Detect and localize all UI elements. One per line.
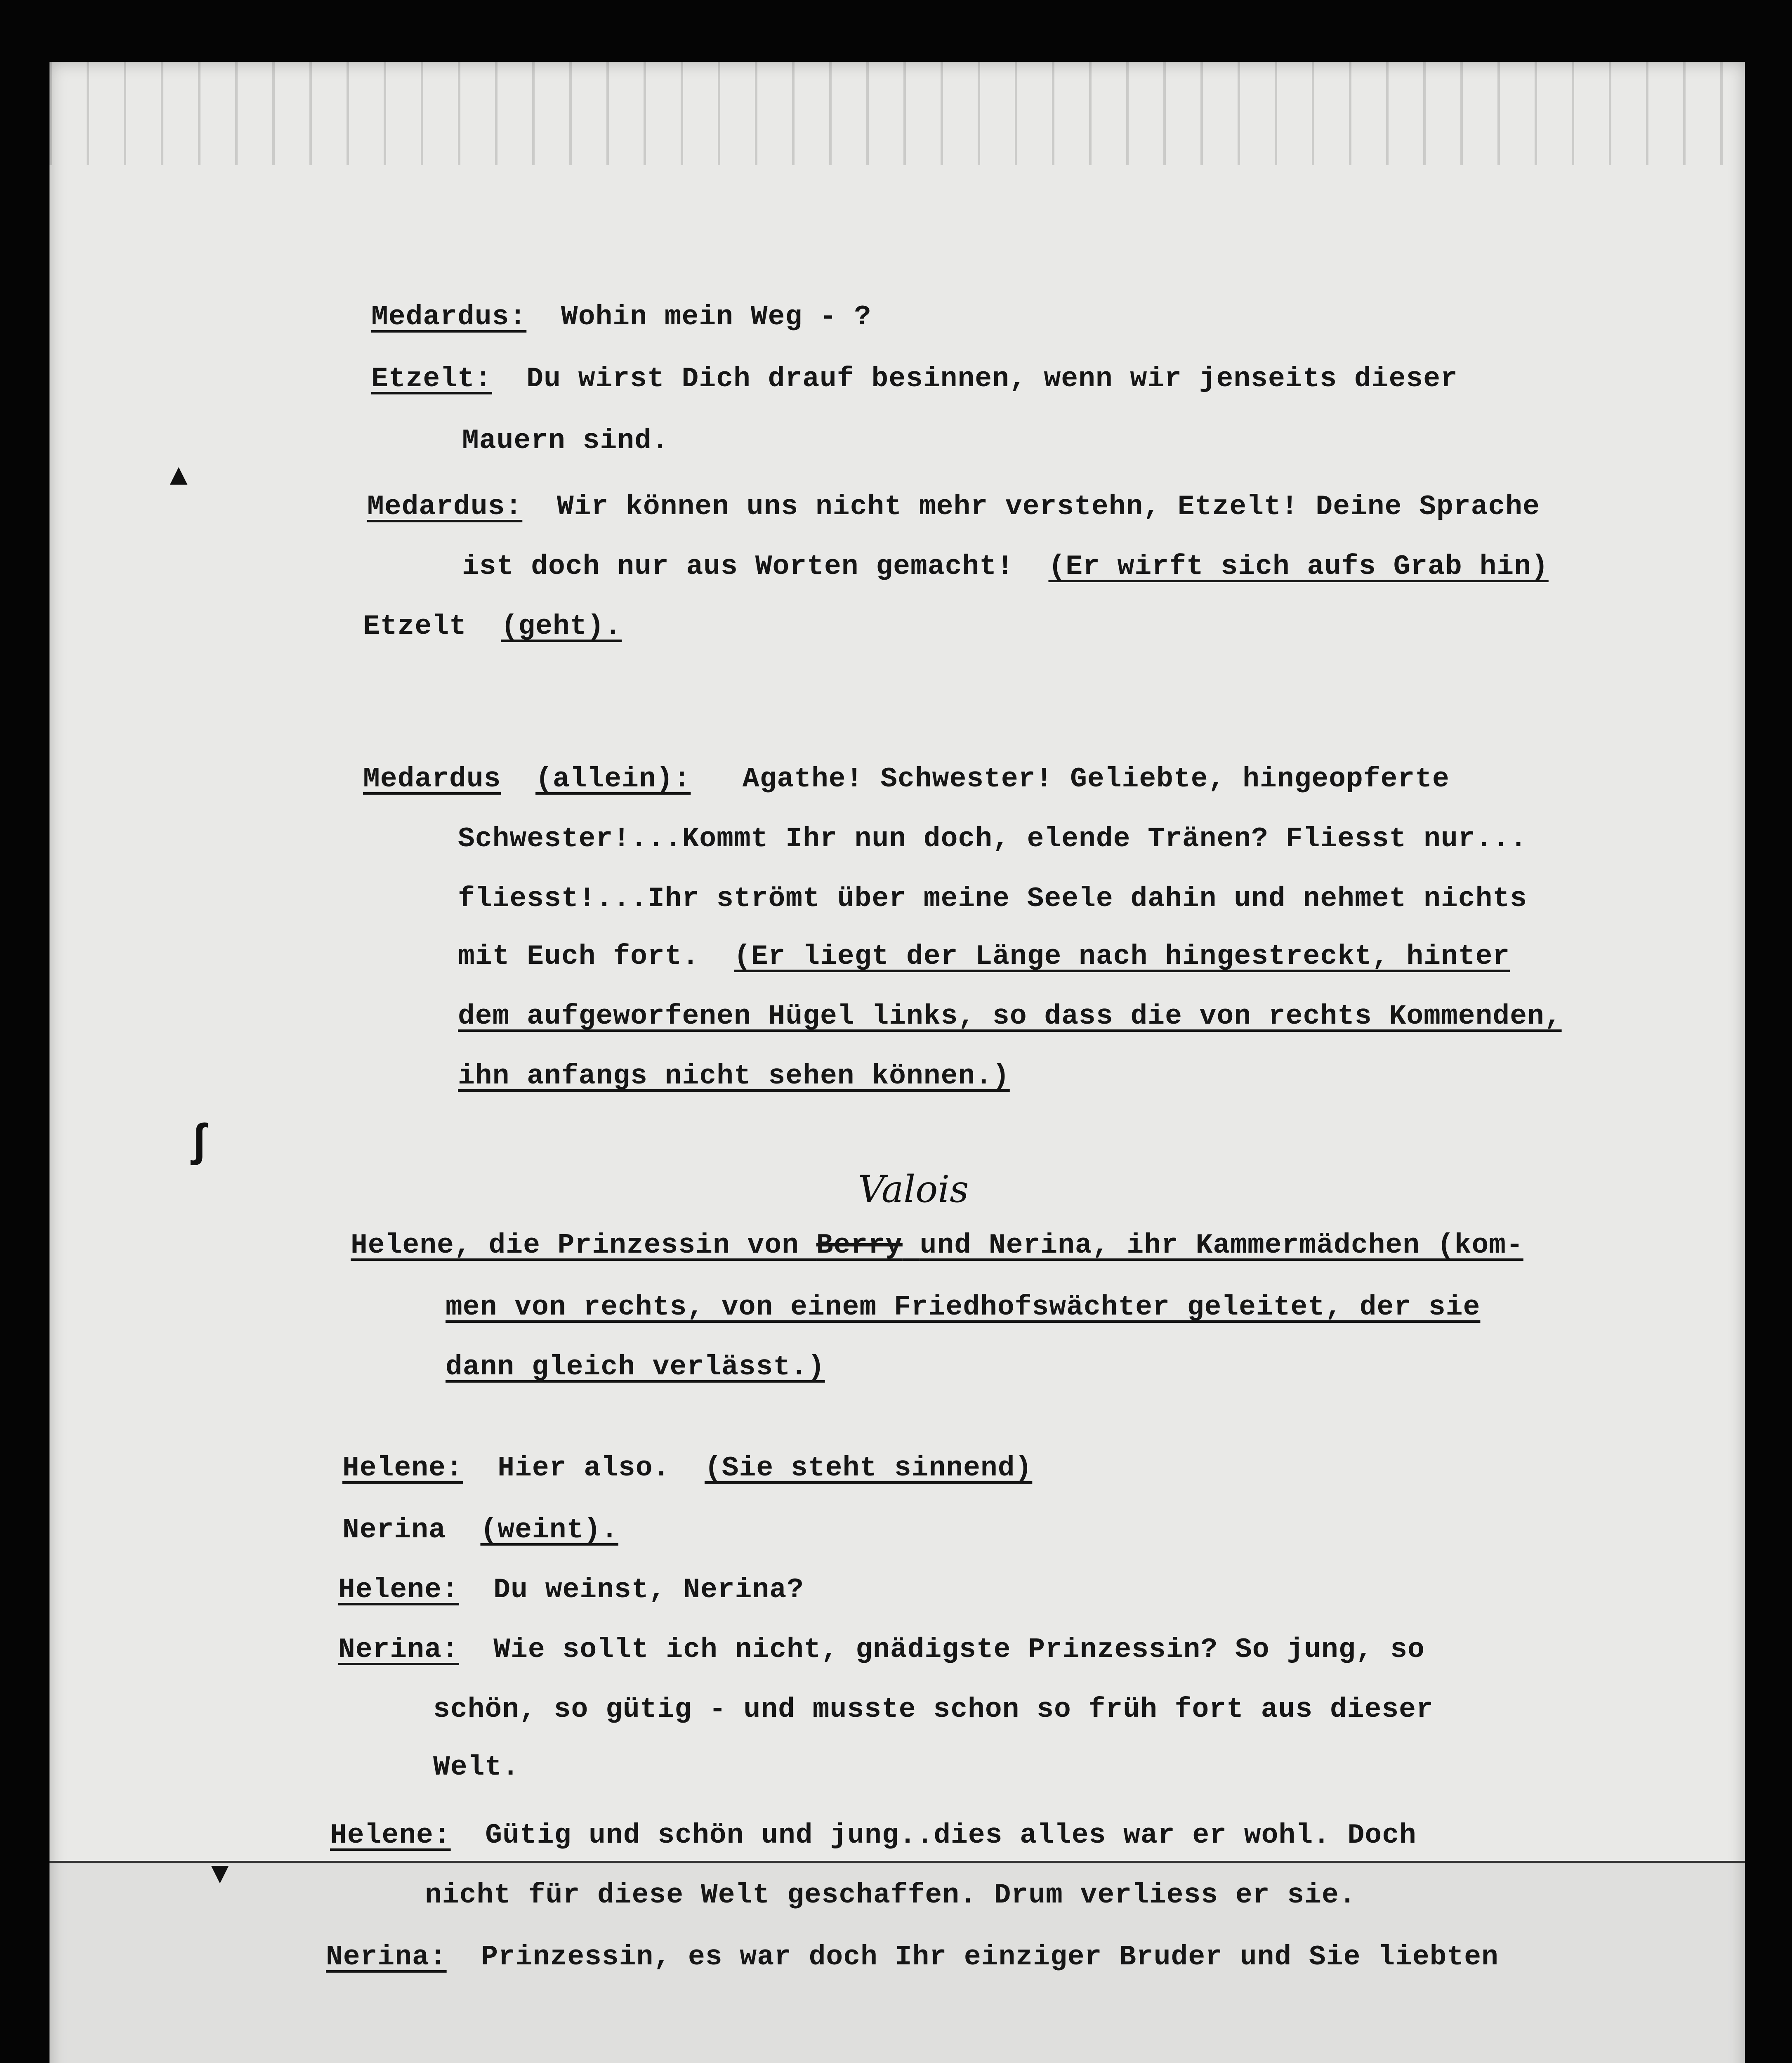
speaker-name: Helene: <box>338 1574 459 1606</box>
dialogue-line <box>342 1514 618 1546</box>
stage-direction: (Sie steht sinnend) <box>704 1452 1033 1484</box>
stage-direction: dem aufgeworfenen Hügel links, so dass die von rechts Kommenden, <box>458 1001 1562 1032</box>
dialogue-line <box>326 1941 1499 1973</box>
dialogue-continuation: schön, so gütig - und musste schon so früh fort aus dieser <box>433 1694 1434 1725</box>
dialogue-text: Wir können uns nicht mehr verstehn, Etzelt! Deine Sprache <box>556 491 1540 523</box>
dialogue-text: Prinzessin, es war doch Ihr einziger Bruder und Sie liebten <box>481 1941 1499 1973</box>
struck-word: Berry <box>816 1230 903 1261</box>
stage-direction: men von rechts, von einem Friedhofswächter geleitet, der sie <box>446 1291 1481 1323</box>
stage-direction: (Er liegt der Länge nach hingestreckt, hinter <box>733 941 1510 972</box>
handwritten-correction: Valois <box>858 1168 969 1211</box>
dialogue-continuation <box>462 551 1549 583</box>
dialogue-line <box>363 763 1450 795</box>
stage-direction: (weint). <box>480 1514 618 1546</box>
speaker-name: Helene: <box>342 1452 463 1484</box>
dialogue-text: Gütig und schön und jung..dies alles war er wohl. Doch <box>485 1820 1417 1851</box>
dialogue-continuation: nicht für diese Welt geschaffen. Drum verliess er sie. <box>425 1879 1356 1911</box>
stage-direction-text: und Nerina, ihr Kammermädchen (kom- <box>920 1230 1523 1261</box>
speaker-name: Nerina: <box>338 1634 459 1666</box>
dialogue-line <box>367 491 1540 523</box>
dialogue-text: Du wirst Dich drauf besinnen, wenn wir jenseits dieser <box>526 363 1458 395</box>
dialogue-line <box>371 363 1458 395</box>
speaker-name: Etzelt <box>363 611 467 642</box>
dialogue-line <box>330 1820 1417 1851</box>
dialogue-text: Wohin mein Weg - ? <box>561 301 872 333</box>
speaker-name: Nerina <box>342 1514 446 1546</box>
dialogue-line <box>342 1452 1032 1484</box>
dialogue-line <box>371 301 871 333</box>
speaker-name: Medardus: <box>367 491 523 523</box>
margin-mark: ▾ <box>206 1849 234 1900</box>
margin-mark: ʃ <box>186 1118 213 1170</box>
dialogue-text: mit Euch fort. <box>458 941 700 972</box>
stage-direction: (Er wirft sich aufs Grab hin) <box>1048 551 1549 583</box>
dialogue-continuation <box>458 941 1510 972</box>
stage-direction: ihn anfangs nicht sehen können.) <box>458 1060 1010 1092</box>
speaker-name: Medardus <box>363 763 501 795</box>
dialogue-text: Agathe! Schwester! Geliebte, hingeopferte <box>742 763 1450 795</box>
dialogue-continuation: Welt. <box>433 1751 520 1783</box>
dialogue-line <box>338 1574 804 1606</box>
dialogue-text: ist doch nur aus Worten gemacht! <box>462 551 1014 583</box>
dialogue-text: Du weinst, Nerina? <box>493 1574 804 1606</box>
dialogue-line <box>363 611 622 642</box>
dialogue-text: Hier also. <box>498 1452 670 1484</box>
stage-direction: (allein): <box>535 763 691 795</box>
dialogue-continuation: fliesst!...Ihr strömt über meine Seele dahin und nehmet nichts <box>458 883 1528 915</box>
stage-direction <box>351 1230 1523 1261</box>
stage-direction-text: Helene, die Prinzessin von <box>351 1230 799 1261</box>
stage-direction: (geht). <box>501 611 622 642</box>
page-top-edge <box>50 62 1745 165</box>
dialogue-text: Wie sollt ich nicht, gnädigste Prinzessin? So jung, so <box>493 1634 1425 1666</box>
typescript-page <box>50 62 1745 2063</box>
dialogue-continuation: Mauern sind. <box>462 425 669 457</box>
page-fold-line <box>50 1861 1745 1863</box>
dialogue-continuation: Schwester!...Kommt Ihr nun doch, elende Tränen? Fliesst nur... <box>458 823 1528 855</box>
speaker-name: Medardus: <box>371 301 527 333</box>
dialogue-line <box>338 1634 1425 1666</box>
speaker-name: Nerina: <box>326 1941 447 1973</box>
speaker-name: Helene: <box>330 1820 451 1851</box>
stage-direction: dann gleich verlässt.) <box>446 1351 825 1383</box>
margin-mark: ▴ <box>165 450 193 502</box>
speaker-name: Etzelt: <box>371 363 492 395</box>
